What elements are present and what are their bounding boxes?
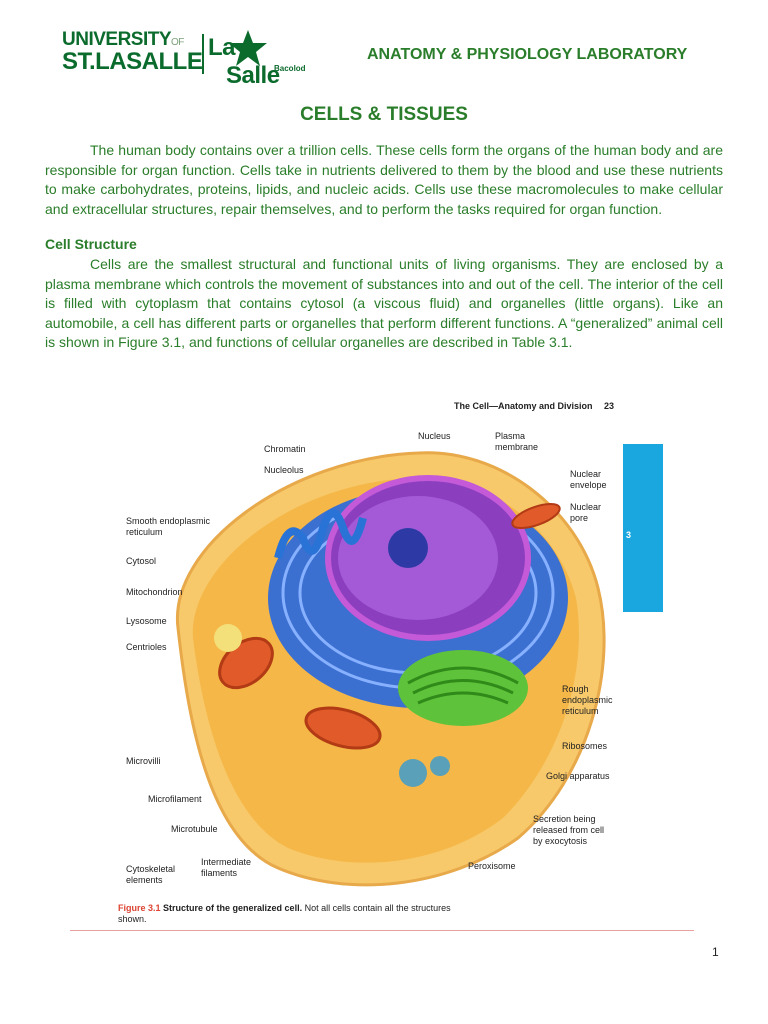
label-chromatin: Chromatin — [264, 444, 306, 454]
caption-title: Structure of the generalized cell. — [163, 903, 303, 913]
intro-paragraph — [45, 141, 723, 219]
label-smooth-er: Smooth endoplasmic reticulum — [126, 516, 211, 537]
page-number: 1 — [712, 945, 719, 959]
logo-la-text: La — [208, 34, 236, 61]
chapter-tab-label: 3 — [626, 530, 632, 540]
vesicle-shape — [430, 756, 450, 776]
label-centrioles: Centrioles — [126, 642, 167, 652]
label-intermediate-filaments: Intermediate filaments — [201, 857, 252, 878]
label-microvilli: Microvilli — [126, 756, 161, 766]
lysosome-shape — [214, 624, 242, 652]
logo-salle-text: Salle — [226, 62, 280, 89]
nucleolus-shape — [388, 528, 428, 568]
lasalle-wordmark — [208, 34, 306, 90]
label-lysosome: Lysosome — [126, 616, 167, 626]
label-peroxisome: Peroxisome — [468, 861, 516, 871]
label-nuclear-envelope: Nuclear envelope — [570, 469, 607, 490]
logo-divider — [202, 34, 204, 74]
label-microfilament: Microfilament — [148, 794, 202, 804]
label-nucleus: Nucleus — [418, 431, 451, 441]
logo-stlasalle-text: ST.LASALLE — [62, 48, 203, 75]
label-ribosomes: Ribosomes — [562, 741, 608, 751]
caption-figure-number: Figure 3.1 — [118, 903, 161, 913]
golgi-shape — [398, 650, 528, 726]
label-nucleolus: Nucleolus — [264, 465, 304, 475]
label-cytosol: Cytosol — [126, 556, 157, 566]
label-microtubule: Microtubule — [171, 824, 218, 834]
section-heading: Cell Structure — [45, 236, 137, 252]
logo-bacolod-text: Bacolod — [274, 64, 306, 73]
vesicle-shape — [399, 759, 427, 787]
cell-structure-paragraph-text: Cells are the smallest structural and functional units of living organisms. They are enclosed by a plasma membrane which controls the movement of substances into and out of the cell. The interior of the cell is filled with cytoplasm that contains cytosol (a viscous fluid) and organelles (little organs). Like an automobile, a cell has different parts or organelles that perform different functions. A “generalized” animal cell is shown in Figure 3.1, and functions of cellular organelles are described in Table 3.1. — [45, 256, 723, 350]
label-secretion: Secretion being released from cell by exocytosis — [533, 814, 605, 846]
figure-caption — [118, 903, 478, 925]
logo-of-text: OF — [171, 37, 184, 48]
document-title: CELLS & TISSUES — [300, 104, 468, 125]
cell-structure-paragraph — [45, 255, 723, 353]
intro-paragraph-text: The human body contains over a trillion cells. These cells form the organs of the human body and are responsible for organ function. Cells take in nutrients delivered to them by the blood and use these nutrients to make carbohydrates, proteins, lipids, and nucleic acids. Cells use these macromolecules to make cellular and extracellular structures, repair themselves, and to perform the tasks required for organ function. — [45, 142, 723, 217]
logo-university-text: UNIVERSITY — [62, 29, 172, 50]
label-nuclear-pore: Nuclear pore — [570, 502, 602, 523]
header-title: ANATOMY & PHYSIOLOGY LABORATORY — [367, 46, 688, 63]
label-rough-er: Rough endoplasmic reticulum — [562, 684, 613, 716]
label-cytoskeletal: Cytoskeletal elements — [126, 864, 176, 885]
label-plasma-membrane: Plasma membrane — [495, 431, 539, 452]
university-logo — [62, 29, 306, 89]
figure-page-number: 23 — [604, 401, 615, 411]
star-icon — [228, 28, 268, 68]
label-mitochondrion: Mitochondrion — [126, 587, 183, 597]
label-golgi: Golgi apparatus — [546, 771, 610, 781]
figure-running-head: The Cell—Anatomy and Division — [454, 401, 593, 411]
cell-figure — [118, 398, 678, 928]
usls-wordmark — [62, 30, 202, 74]
footer-rule — [70, 930, 694, 931]
caption-text: Not all cells contain all the structures shown. — [118, 903, 451, 924]
